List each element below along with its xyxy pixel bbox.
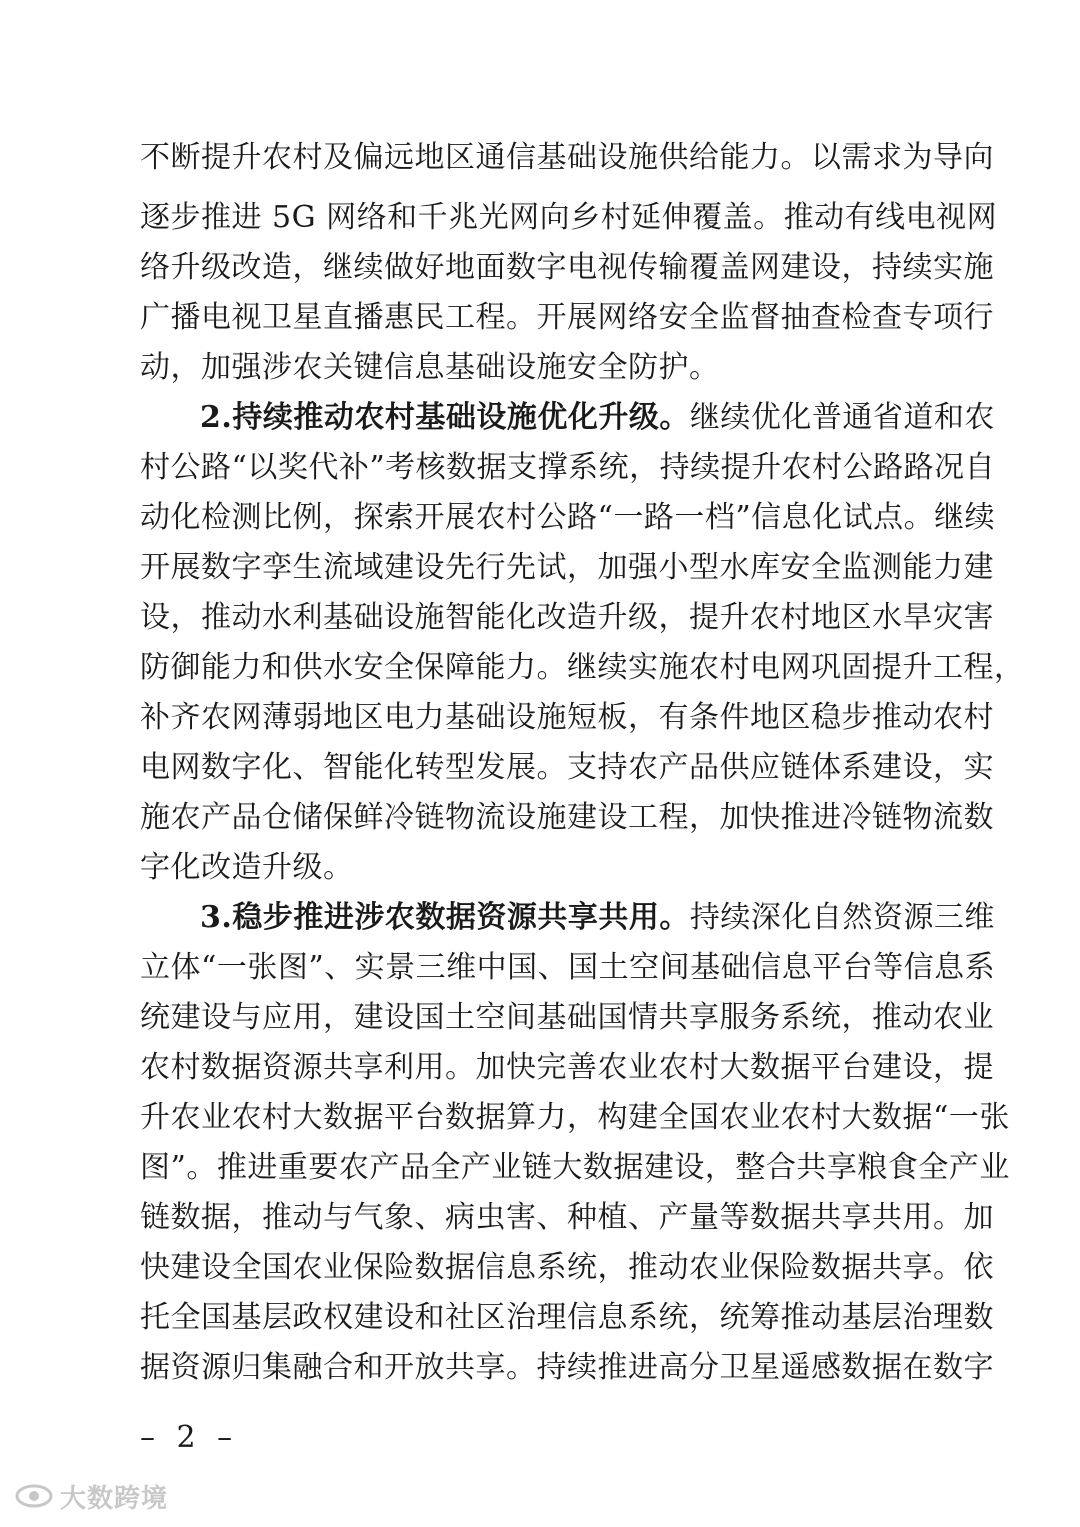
paragraph-3-first-line-rest: 持续深化自然资源三维 bbox=[689, 900, 995, 935]
watermark bbox=[14, 1476, 168, 1516]
paragraph-3-line-8: 快建设全国农业保险数据信息系统，推动农业保险数据共享。依 bbox=[140, 1250, 994, 1285]
paragraph-3-line-3: 统建设与应用，建设国土空间基础国情共享服务系统，推动农业 bbox=[140, 1000, 994, 1035]
paragraph-3-line-2: 立体“一张图”、实景三维中国、国土空间基础信息平台等信息系 bbox=[140, 950, 996, 985]
paragraph-2-line-10: 字化改造升级。 bbox=[140, 850, 354, 885]
paragraph-2-heading: 2.持续推动农村基础设施优化升级。 bbox=[200, 400, 690, 435]
paragraph-2-line-8: 电网数字化、智能化转型发展。支持农产品供应链体系建设，实 bbox=[140, 750, 994, 785]
paragraph-3-line-7: 链数据，推动与气象、病虫害、种植、产量等数据共享共用。加 bbox=[140, 1200, 994, 1235]
paragraph-3-line-5: 升农业农村大数据平台数据算力，构建全国农业农村大数据“一张 bbox=[140, 1100, 1010, 1135]
paragraph-2-line-4: 开展数字孪生流域建设先行先试，加强小型水库安全监测能力建 bbox=[140, 550, 994, 585]
paragraph-2-line-7: 补齐农网薄弱地区电力基础设施短板，有条件地区稳步推动农村 bbox=[140, 700, 994, 735]
eye-logo-icon bbox=[14, 1483, 54, 1509]
paragraph-1-line-4: 广播电视卫星直播惠民工程。开展网络安全监督抽查检查专项行 bbox=[140, 300, 994, 335]
paragraph-2-line-3: 动化检测比例，探索开展农村公路“一路一档”信息化试点。继续 bbox=[140, 500, 996, 535]
paragraph-1-line-5: 动，加强涉农关键信息基础设施安全防护。 bbox=[140, 350, 720, 385]
paragraph-1-line-2: 逐步推进 5G 网络和千兆光网向乡村延伸覆盖。推动有线电视网 bbox=[140, 200, 998, 235]
paragraph-2-line-2: 村公路“以奖代补”考核数据支撑系统，持续提升农村公路路况自 bbox=[140, 450, 996, 485]
paragraph-2-line-5: 设，推动水利基础设施智能化改造升级，提升农村地区水旱灾害 bbox=[140, 600, 994, 635]
paragraph-2-first-line-rest: 继续优化普通省道和农 bbox=[689, 400, 995, 435]
paragraph-2-line-6: 防御能力和供水安全保障能力。继续实施农村电网巩固提升工程， bbox=[140, 650, 1025, 685]
paragraph-3-line-9: 托全国基层政权建设和社区治理信息系统，统筹推动基层治理数 bbox=[140, 1300, 994, 1335]
paragraph-1-line-3: 络升级改造，继续做好地面数字电视传输覆盖网建设，持续实施 bbox=[140, 250, 994, 285]
paragraph-3-line-6: 图”。推进重要农产品全产业链大数据建设，整合共享粮食全产业 bbox=[140, 1150, 1010, 1185]
paragraph-3-heading: 3.稳步推进涉农数据资源共享共用。 bbox=[200, 900, 690, 935]
watermark-text: 大数跨境 bbox=[60, 1483, 169, 1514]
paragraph-1-line-1: 不断提升农村及偏远地区通信基础设施供给能力。以需求为导向 bbox=[140, 140, 994, 175]
page-number: – 2 – bbox=[140, 1420, 239, 1455]
paragraph-2-line-1 bbox=[200, 398, 995, 438]
paragraph-3-line-4: 农村数据资源共享利用。加快完善农业农村大数据平台建设，提 bbox=[140, 1050, 994, 1085]
paragraph-3-line-10: 据资源归集融合和开放共享。持续推进高分卫星遥感数据在数字 bbox=[140, 1350, 994, 1385]
paragraph-3-line-1 bbox=[200, 898, 995, 938]
paragraph-2-line-9: 施农产品仓储保鲜冷链物流设施建设工程，加快推进冷链物流数 bbox=[140, 800, 994, 835]
